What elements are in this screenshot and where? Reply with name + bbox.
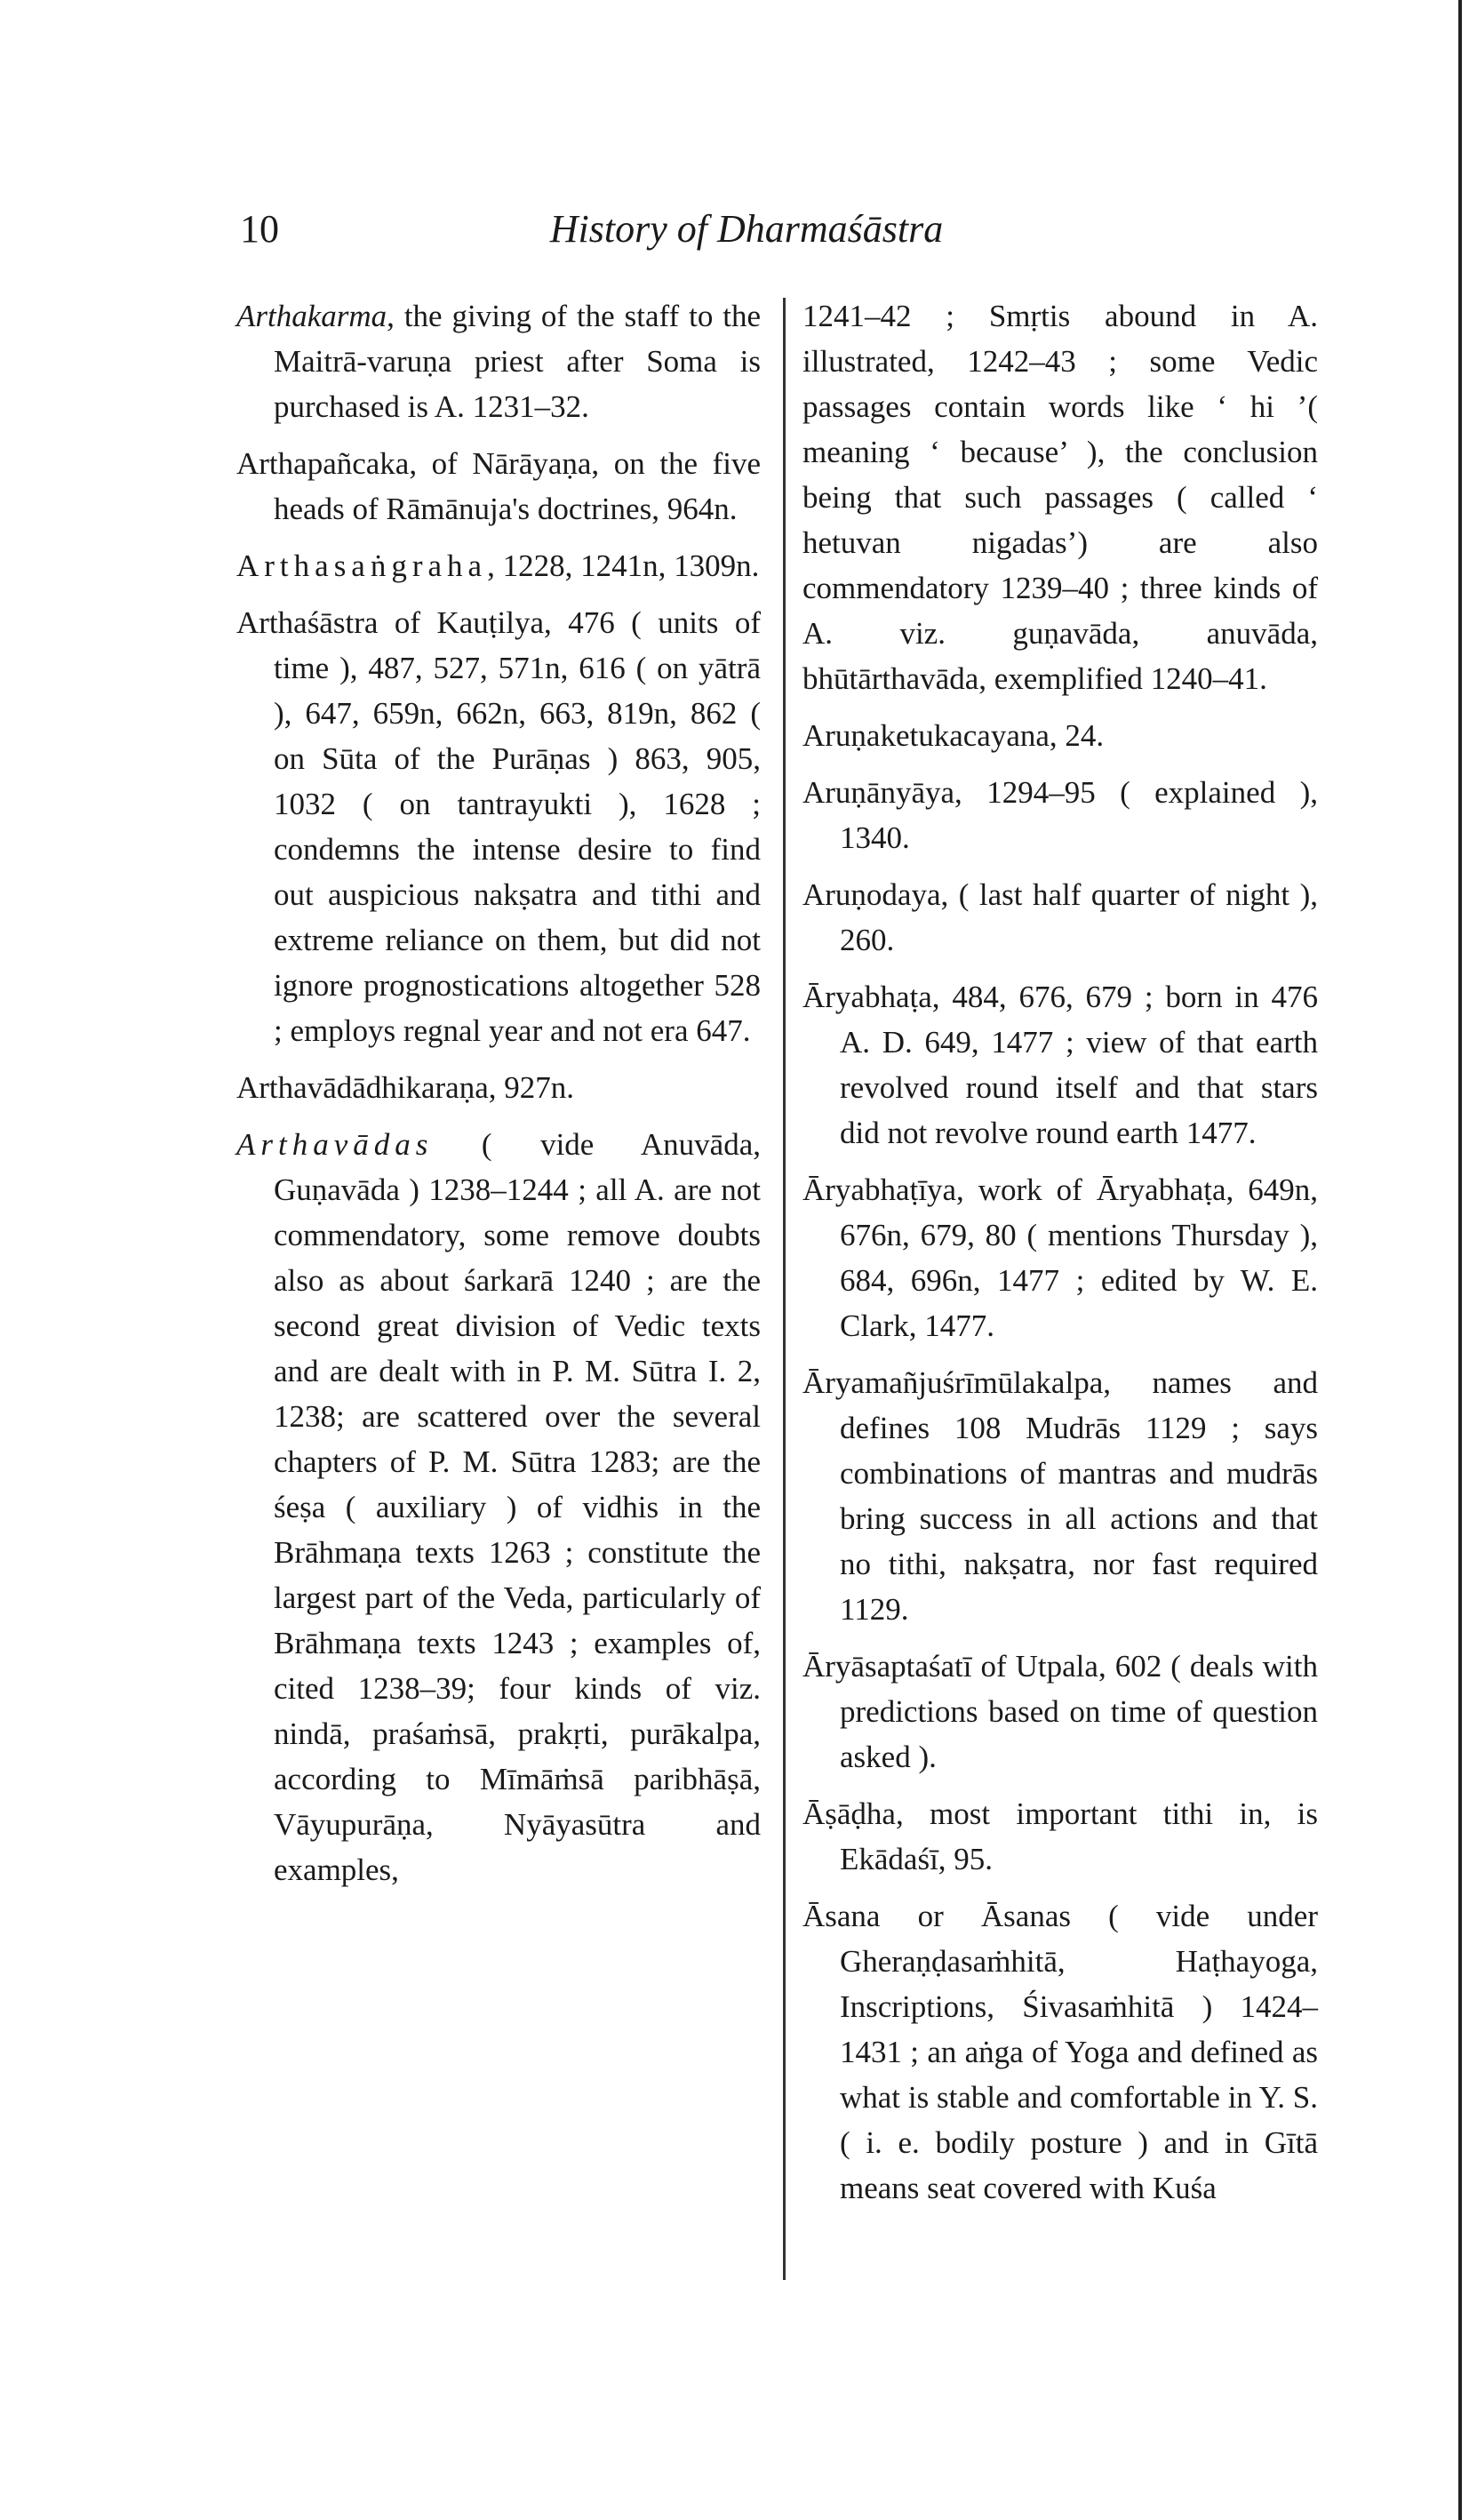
- index-entry: [236, 1065, 761, 1110]
- entry-heading: Aruṇodaya: [802, 877, 941, 912]
- entry-text: , names and defines 108 Mudrās 1129 ; says combinations of mantras and mudrās bring success in all actions and that no tithi, nakṣatra, nor fast required 1129.: [840, 1365, 1318, 1627]
- entry-text: , 24.: [1049, 718, 1105, 753]
- running-title: History of Dharmaśāstra: [549, 207, 944, 251]
- entry-heading: Arthavādas: [236, 1127, 434, 1162]
- index-entry: [236, 293, 761, 429]
- right-column: [802, 293, 1318, 2222]
- entry-text: 1241–42 ; Smṛtis abound in A. illustrated, 1242–43 ; some Vedic passages contain words like ‘ hi ’( meaning ‘ because’ ), the conclusion being that such passages ( called ‘ hetuvan nigadas’) are also commendatory 1239–40 ; three kinds of A. viz. guṇavāda, anuvāda, bhūtārthavāda, exemplified 1240–41.: [802, 299, 1318, 696]
- entry-heading: Āryabhaṭīya: [802, 1172, 956, 1207]
- entry-heading: Āryāsaptaśatī: [802, 1649, 972, 1684]
- entry-text: , the giving of the staff to the Maitrā-varuṇa priest after Soma is purchased is A. 1231–32.: [274, 299, 761, 424]
- index-entry: [802, 1791, 1318, 1882]
- entry-text: , 1228, 1241n, 1309n.: [487, 548, 760, 583]
- entry-text: , most important tithi in, is Ekādaśī, 95.: [840, 1796, 1318, 1876]
- index-entry: [802, 1167, 1318, 1348]
- index-entry: [802, 293, 1318, 701]
- entry-heading: Āsana: [802, 1899, 881, 1933]
- index-entry: [236, 441, 761, 532]
- entry-text: , 927n.: [488, 1070, 574, 1105]
- entry-text: , 484, 676, 679 ; born in 476 A. D. 649, 1477 ; view of that earth revolved round itself and that stars did not revolve round earth 1477.: [840, 980, 1318, 1150]
- left-column: [236, 293, 761, 1904]
- entry-heading: Arthakarma: [236, 299, 387, 333]
- entry-heading: Arthasaṅgraha: [236, 548, 488, 583]
- column-divider: [783, 298, 786, 2280]
- entry-heading: Aruṇaketukacayana: [802, 718, 1050, 753]
- entry-text: , work of Āryabhaṭa, 649n, 676n, 679, 80 ( mentions Thursday ), 684, 696n, 1477 ; edited by W. E. Clark, 1477.: [840, 1172, 1318, 1343]
- index-entry: [802, 713, 1318, 758]
- entry-text: ( vide Anuvāda, Guṇavāda ) 1238–1244 ; all A. are not commendatory, some remove doubts also as about śarkarā 1240 ; are the second great division of Vedic texts and are dealt with in P. M. Sūtra I. 2, 1238; are scattered over the several chapters of P. M. Sūtra 1283; are the śeṣa ( auxiliary ) of vidhis in the Brāhmaṇa texts 1263 ; constitute the largest part of the Veda, particularly of Brāhmaṇa texts 1243 ; examples of, cited 1238–39; four kinds of viz. nindā, praśaṁsā, prakṛti, purākalpa, according to Mīmāṁsā paribhāṣā, Vāyupurāṇa, Nyāyasūtra and examples,: [274, 1127, 761, 1887]
- entry-heading: Arthaśāstra: [236, 605, 379, 640]
- page-number: 10: [240, 207, 279, 251]
- entry-text: of Utpala, 602 ( deals with predictions based on time of question asked ).: [840, 1649, 1318, 1774]
- page-header: [160, 206, 1333, 268]
- entry-heading: Āryamañjuśrīmūlakalpa: [802, 1365, 1104, 1400]
- entry-text: of Kauṭilya, 476 ( units of time ), 487, 527, 571n, 616 ( on yātrā ), 647, 659n, 662n, 663, 819n, 862 ( on Sūta of the Purāṇas ) 863, 905, 1032 ( on tantrayukti ), 1628 ; condemns the intense desire to find out auspicious nakṣatra and tithi and extreme reliance on them, but did not ignore prognostications altogether 528 ; employs regnal year and not era 647.: [274, 605, 761, 1048]
- entry-heading: Āryabhaṭa: [802, 980, 932, 1014]
- entry-text: or Āsanas ( vide under Gheraṇḍasaṁhitā, Haṭhayoga, Inscriptions, Śivasaṁhitā ) 1424–1431 ; an aṅga of Yoga and defined as what is stable and comfortable in Y. S. ( i. e. bodily posture ) and in Gītā means seat covered with Kuśa: [840, 1899, 1318, 2205]
- entry-heading: Aruṇānyāya: [802, 775, 955, 810]
- index-entry: [802, 1644, 1318, 1780]
- index-entry: [802, 872, 1318, 963]
- index-entry: [802, 770, 1318, 860]
- entry-text: , ( last half quarter of night ), 260.: [840, 877, 1318, 957]
- entry-text: , 1294–95 ( explained ), 1340.: [840, 775, 1318, 855]
- page-edge-line: [1458, 0, 1462, 2520]
- entry-heading: Āṣāḍha: [802, 1796, 896, 1831]
- index-entry: [802, 974, 1318, 1156]
- entry-text: , of Nārāyaṇa, on the five heads of Rāmānuja's doctrines, 964n.: [274, 446, 761, 526]
- index-entry: [236, 543, 761, 588]
- index-entry: [802, 1360, 1318, 1632]
- entry-heading: Arthapañcaka: [236, 446, 410, 481]
- entry-heading: Arthavādādhikaraṇa: [236, 1070, 489, 1105]
- index-entry: [802, 1893, 1318, 2211]
- index-entry: [236, 1122, 761, 1892]
- index-entry: [236, 600, 761, 1053]
